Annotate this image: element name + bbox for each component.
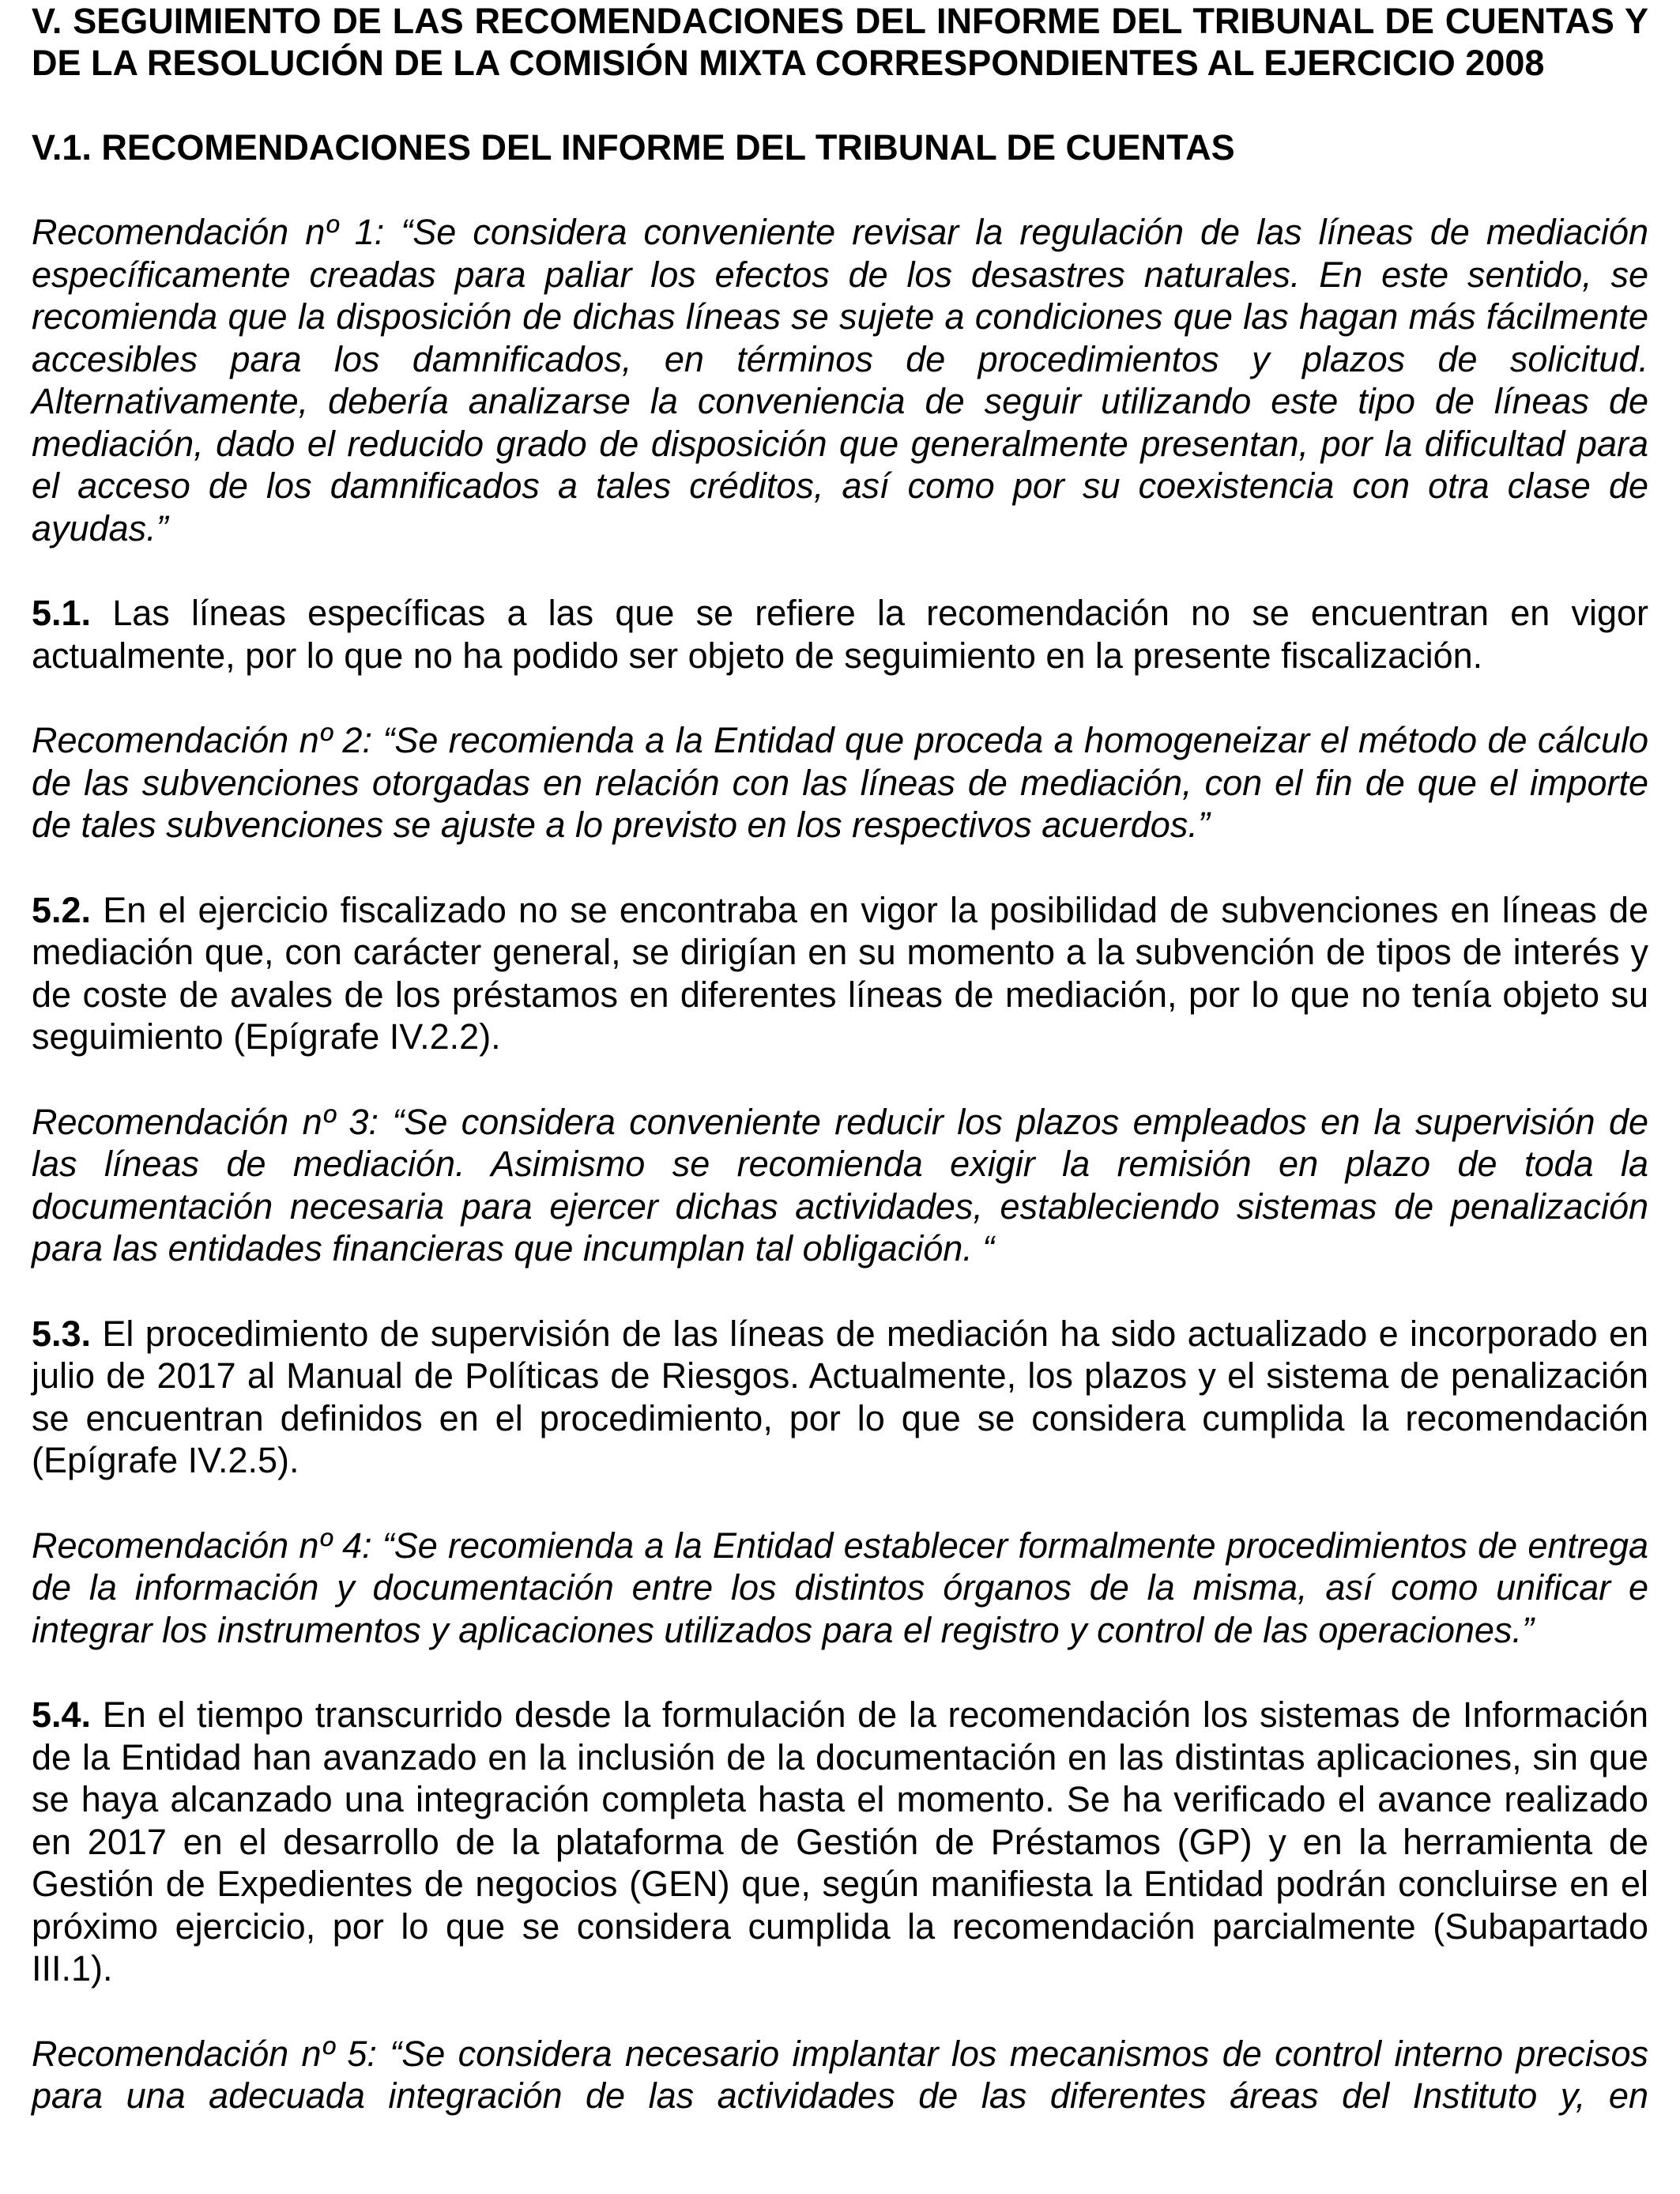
response-5-3 — [32, 1313, 1648, 1482]
document-page — [32, 0, 1648, 2117]
recommendation-5-text: Recomendación nº 5: “Se considera necesario implantar los mecanismos de control interno precisos para una adecuada integración de las actividades de las diferentes áreas del Instituto y, en — [32, 2033, 1648, 2116]
recommendation-4-text: Recomendación nº 4: “Se recomienda a la Entidad establecer formalmente procedimientos de entrega de la información y documentación entre los distintos órganos de la misma, así como unificar e integrar los instrumentos y aplicaciones utilizados para el registro y control de las operaciones.” — [32, 1525, 1648, 1650]
recommendation-1-text: Recomendación nº 1: “Se considera conveniente revisar la regulación de las líneas de mediación específicamente creadas para paliar los efectos de los desastres naturales. En este sentido, se recomienda que la disposición de dichas líneas se sujete a condiciones que las hagan más fácilmente accesibles para los damnificados, en términos de procedimientos y plazos de solicitud. Alternativamente, debería analizarse la conveniencia de seguir utilizando este tipo de líneas de mediación, dado el reducido grado de disposición que generalmente presentan, por la dificultad para el acceso de los damnificados a tales créditos, así como por su coexistencia con otra clase de ayudas.” — [32, 212, 1648, 548]
recommendation-3-text: Recomendación nº 3: “Se considera conveniente reducir los plazos empleados en la supervisión de las líneas de mediación. Asimismo se recomienda exigir la remisión en plazo de toda la documentación necesaria para ejercer dichas actividades, estableciendo sistemas de penalización para las entidades financieras que incumplan tal obligación. “ — [32, 1101, 1648, 1269]
response-text: Las líneas específicas a las que se refiere la recomendación no se encuentran en vigor actualmente, por lo que no ha podido ser objeto de seguimiento en la presente fiscalización. — [32, 593, 1648, 676]
response-text: En el ejercicio fiscalizado no se encontraba en vigor la posibilidad de subvenciones en líneas de mediación que, con carácter general, se dirigían en su momento a la subvención de tipos de interés y de coste de avales de los préstamos en diferentes líneas de mediación, por lo que no tenía objeto su seguimiento (Epígrafe IV.2.2). — [32, 889, 1648, 1057]
response-number: 5.4. — [32, 1695, 92, 1735]
response-5-4 — [32, 1694, 1648, 1990]
response-number: 5.2. — [32, 889, 92, 930]
section-heading: V. SEGUIMIENTO DE LAS RECOMENDACIONES DEL INFORME DEL TRIBUNAL DE CUENTAS Y DE LA RESOLUCIÓN DE LA COMISIÓN MIXTA CORRESPONDIENTES AL EJERCICIO 2008 — [32, 1, 1648, 83]
response-text: El procedimiento de supervisión de las líneas de mediación ha sido actualizado e incorporado en julio de 2017 al Manual de Políticas de Riesgos. Actualmente, los plazos y el sistema de penalización se encuentran definidos en el procedimiento, por lo que se considera cumplida la recomendación (Epígrafe IV.2.5). — [32, 1313, 1648, 1480]
recommendation-2-text: Recomendación nº 2: “Se recomienda a la Entidad que proceda a homogeneizar el método de cálculo de las subvenciones otorgadas en relación con las líneas de mediación, con el fin de que el importe de tales subvenciones se ajuste a lo previsto en los respectivos acuerdos.” — [32, 720, 1648, 845]
response-number: 5.3. — [32, 1313, 92, 1354]
response-number: 5.1. — [32, 593, 92, 633]
subsection-heading: V.1. RECOMENDACIONES DEL INFORME DEL TRIBUNAL DE CUENTAS — [32, 127, 1235, 168]
response-5-1 — [32, 592, 1648, 677]
response-text: En el tiempo transcurrido desde la formulación de la recomendación los sistemas de Información de la Entidad han avanzado en la inclusión de la documentación en las distintas aplicaciones, sin que se haya alcanzado una integración completa hasta el momento. Se ha verificado el avance realizado en 2017 en el desarrollo de la plataforma de Gestión de Préstamos (GP) y en la herramienta de Gestión de Expedientes de negocios (GEN) que, según manifiesta la Entidad podrán concluirse en el próximo ejercicio, por lo que se considera cumplida la recomendación parcialmente (Subapartado III.1). — [32, 1695, 1648, 1989]
response-5-2 — [32, 889, 1648, 1058]
